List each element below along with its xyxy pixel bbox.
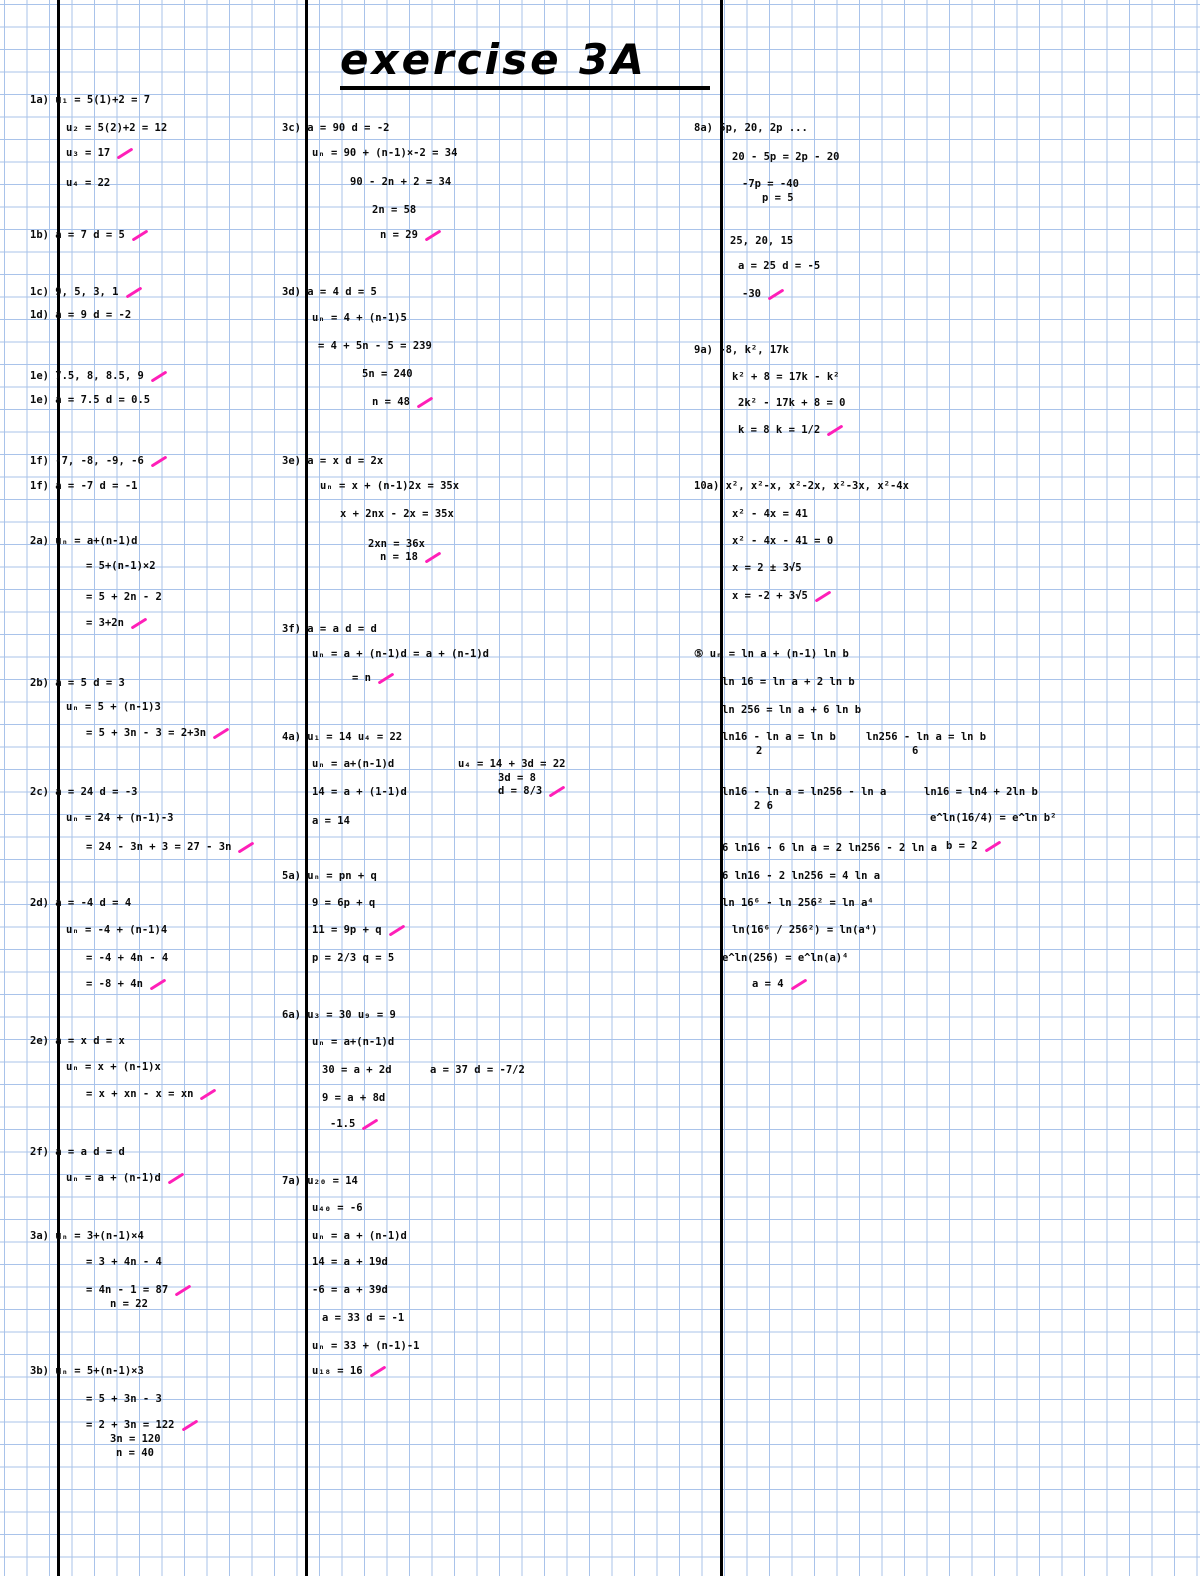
margin-line-middle — [305, 0, 308, 1576]
working-line — [866, 730, 986, 744]
working-text: ln 256 = ln a + 6 ln b — [722, 704, 862, 716]
working-text: p = 5 — [762, 192, 794, 204]
working-line — [930, 811, 1056, 825]
working-text: uₙ = 24 + (n-1)-3 — [66, 812, 174, 824]
working-line — [66, 146, 134, 160]
check-mark-icon — [768, 288, 785, 300]
check-mark-icon — [181, 1419, 198, 1431]
working-line — [86, 1087, 217, 1101]
working-text: x² - 4x - 41 = 0 — [732, 535, 834, 547]
working-line — [946, 839, 1002, 853]
working-line — [322, 1311, 404, 1325]
working-line — [694, 479, 909, 493]
check-mark-icon — [425, 551, 442, 563]
working-line — [732, 507, 808, 521]
working-text: 6 ln16 - 6 ln a = 2 ln256 - 2 ln a — [722, 842, 937, 854]
working-line — [372, 395, 434, 409]
working-text: n = 48 — [372, 396, 410, 408]
working-text: = 3+2n — [86, 617, 124, 629]
working-line — [30, 676, 125, 690]
working-text: ln16 = ln4 + 2ln b — [924, 786, 1038, 798]
working-text: -1.5 — [330, 1118, 356, 1130]
working-text: 10a) x², x²-x, x²-2x, x²-3x, x²-4x — [694, 480, 909, 492]
check-mark-icon — [149, 978, 166, 990]
working-line — [498, 771, 536, 785]
check-mark-icon — [167, 1172, 184, 1184]
working-text: = 5 + 3n - 3 = 2+3n — [86, 727, 207, 739]
working-text: 5a) uₙ = pn + q — [282, 870, 377, 882]
working-text: 1e) a = 7.5 d = 0.5 — [30, 394, 151, 406]
working-text: n = 29 — [380, 229, 418, 241]
working-line — [312, 647, 489, 661]
working-line — [694, 343, 789, 357]
working-line — [282, 285, 377, 299]
working-text: 9 = a + 8d — [322, 1092, 386, 1104]
working-text: 1f) -7, -8, -9, -6 — [30, 455, 144, 467]
working-line — [312, 146, 457, 160]
working-line — [312, 814, 350, 828]
check-mark-icon — [388, 924, 405, 936]
working-line — [282, 121, 389, 135]
working-text: uₙ = 4 + (n-1)5 — [312, 312, 407, 324]
working-text: = -4 + 4n - 4 — [86, 952, 169, 964]
working-line — [312, 923, 406, 937]
check-mark-icon — [984, 840, 1001, 852]
working-text: ln 16⁶ - ln 256² = ln a⁴ — [722, 897, 874, 909]
working-line — [30, 1034, 125, 1048]
working-text: 2e) a = x d = x — [30, 1035, 125, 1047]
working-text: n = 18 — [380, 551, 418, 563]
working-line — [282, 730, 402, 744]
check-mark-icon — [200, 1088, 217, 1100]
working-line — [322, 1063, 392, 1077]
check-mark-icon — [125, 286, 142, 298]
working-text: 2k² - 17k + 8 = 0 — [738, 397, 846, 409]
check-mark-icon — [117, 147, 134, 159]
check-mark-icon — [827, 424, 844, 436]
working-line — [312, 1035, 394, 1049]
working-text: 2f) a = a d = d — [30, 1146, 125, 1158]
working-line — [738, 259, 820, 273]
working-text: u₁₈ = 16 — [312, 1365, 363, 1377]
working-line — [722, 841, 937, 855]
working-text: d = 8/3 — [498, 785, 543, 797]
working-text: 25, 20, 15 — [730, 235, 794, 247]
working-line — [66, 1060, 161, 1074]
check-mark-icon — [814, 590, 831, 602]
working-line — [694, 647, 849, 661]
working-line — [732, 923, 877, 937]
working-line — [756, 744, 762, 758]
working-line — [30, 896, 131, 910]
working-text: 11 = 9p + q — [312, 924, 382, 936]
working-text: u₃ = 17 — [66, 147, 111, 159]
working-text: 6 ln16 - 2 ln256 = 4 ln a — [722, 870, 881, 882]
working-line — [312, 1283, 388, 1297]
page-title: exercise 3A — [340, 36, 710, 90]
working-line — [30, 369, 168, 383]
working-line — [282, 1174, 358, 1188]
working-line — [86, 977, 167, 991]
check-mark-icon — [238, 841, 255, 853]
working-line — [762, 191, 794, 205]
check-mark-icon — [362, 1118, 379, 1130]
working-text: = 4n - 1 = 87 — [86, 1284, 169, 1296]
working-line — [722, 675, 855, 689]
check-mark-icon — [417, 396, 434, 408]
working-line — [30, 393, 150, 407]
working-line — [722, 703, 861, 717]
working-text: ln16 - ln a = ln256 - ln a — [722, 786, 887, 798]
working-line — [312, 1255, 388, 1269]
working-line — [730, 234, 793, 248]
working-line — [312, 1229, 407, 1243]
working-line — [30, 1145, 125, 1159]
working-line — [312, 896, 375, 910]
working-text: x² - 4x = 41 — [732, 508, 808, 520]
working-text: 1a) u₁ = 5(1)+2 = 7 — [30, 94, 151, 106]
working-text: 9a) -8, k², 17k — [694, 344, 789, 356]
working-line — [738, 423, 844, 437]
working-line — [30, 93, 150, 107]
working-text: 2 6 — [754, 800, 773, 812]
working-text: = 3 + 4n - 4 — [86, 1256, 162, 1268]
working-text: 2c) a = 24 d = -3 — [30, 786, 138, 798]
working-text: 14 = a + (1-1)d — [312, 786, 407, 798]
working-line — [722, 896, 874, 910]
working-line — [372, 203, 416, 217]
working-line — [458, 757, 565, 771]
working-line — [86, 1392, 162, 1406]
working-line — [742, 287, 785, 301]
working-text: 7a) u₂₀ = 14 — [282, 1175, 358, 1187]
check-mark-icon — [549, 785, 566, 797]
working-text: k = 8 k = 1/2 — [738, 424, 821, 436]
working-line — [694, 121, 808, 135]
working-line — [86, 590, 162, 604]
working-line — [86, 1283, 192, 1297]
working-line — [318, 339, 432, 353]
working-text: a = 37 d = -7/2 — [430, 1064, 525, 1076]
working-text: 3d = 8 — [498, 772, 536, 784]
working-text: = -8 + 4n — [86, 978, 143, 990]
working-text: x + 2nx - 2x = 35x — [340, 508, 454, 520]
working-text: e^ln(256) = e^ln(a)⁴ — [722, 952, 849, 964]
working-text: 1c) 9, 5, 3, 1 — [30, 286, 119, 298]
working-text: x = 2 ± 3√5 — [732, 562, 802, 574]
working-text: ln256 - ln a = ln b — [866, 731, 987, 743]
working-line — [282, 454, 383, 468]
working-line — [312, 785, 407, 799]
working-line — [312, 951, 394, 965]
check-mark-icon — [150, 455, 167, 467]
working-text: uₙ = a + (n-1)d — [312, 1230, 407, 1242]
working-text: = 24 - 3n + 3 = 27 - 3n — [86, 841, 232, 853]
working-text: uₙ = 90 + (n-1)×-2 = 34 — [312, 147, 458, 159]
working-line — [738, 396, 845, 410]
working-text: -6 = a + 39d — [312, 1284, 388, 1296]
working-text: k² + 8 = 17k - k² — [732, 371, 840, 383]
working-line — [30, 479, 137, 493]
working-text: uₙ = a+(n-1)d — [312, 1036, 395, 1048]
working-text: = x + xn - x = xn — [86, 1088, 194, 1100]
working-line — [924, 785, 1038, 799]
working-line — [66, 1171, 185, 1185]
working-line — [732, 150, 839, 164]
working-text: uₙ = a + (n-1)d — [66, 1172, 161, 1184]
check-mark-icon — [213, 727, 230, 739]
working-text: = 5 + 2n - 2 — [86, 591, 162, 603]
working-line — [30, 1229, 144, 1243]
working-line — [66, 923, 167, 937]
check-mark-icon — [790, 978, 807, 990]
working-line — [86, 1418, 199, 1432]
working-line — [312, 1339, 419, 1353]
working-line — [732, 589, 832, 603]
working-text: b = 2 — [946, 840, 978, 852]
working-text: uₙ = 33 + (n-1)-1 — [312, 1340, 420, 1352]
working-text: 3d) a = 4 d = 5 — [282, 286, 377, 298]
working-text: u₄ = 22 — [66, 177, 111, 189]
working-line — [722, 869, 880, 883]
check-mark-icon — [378, 672, 395, 684]
working-line — [722, 785, 886, 799]
working-text: ln 16 = ln a + 2 ln b — [722, 676, 855, 688]
working-text: a = 25 d = -5 — [738, 260, 821, 272]
working-line — [66, 176, 110, 190]
working-line — [752, 977, 808, 991]
working-text: 6a) u₃ = 30 u₉ = 9 — [282, 1009, 396, 1021]
working-text: 3c) a = 90 d = -2 — [282, 122, 390, 134]
working-text: = 5+(n-1)×2 — [86, 560, 156, 572]
working-line — [86, 726, 230, 740]
working-line — [86, 840, 255, 854]
check-mark-icon — [425, 229, 442, 241]
check-mark-icon — [131, 617, 148, 629]
working-line — [352, 671, 395, 685]
working-text: = 2 + 3n = 122 — [86, 1419, 175, 1431]
working-text: -30 — [742, 288, 761, 300]
working-line — [312, 1364, 387, 1378]
working-line — [368, 537, 425, 551]
working-line — [320, 479, 459, 493]
working-text: x = -2 + 3√5 — [732, 590, 808, 602]
working-line — [30, 285, 143, 299]
working-text: 3f) a = a d = d — [282, 623, 377, 635]
working-line — [30, 454, 168, 468]
working-line — [732, 370, 839, 384]
working-text: 90 - 2n + 2 = 34 — [350, 176, 452, 188]
working-text: 1f) a = -7 d = -1 — [30, 480, 138, 492]
working-line — [282, 1008, 396, 1022]
working-text: ln(16⁶ / 256²) = ln(a⁴) — [732, 924, 878, 936]
working-text: e^ln(16/4) = e^ln b² — [930, 812, 1057, 824]
working-line — [340, 507, 454, 521]
working-text: a = 33 d = -1 — [322, 1312, 405, 1324]
working-line — [66, 121, 167, 135]
working-text: ⑤ uₙ = ln a + (n-1) ln b — [694, 648, 849, 660]
working-text: 2b) a = 5 d = 3 — [30, 677, 125, 689]
working-text: a = 14 — [312, 815, 350, 827]
working-text: 3e) a = x d = 2x — [282, 455, 384, 467]
working-text: uₙ = 5 + (n-1)3 — [66, 701, 161, 713]
working-line — [380, 550, 442, 564]
working-text: uₙ = a + (n-1)d = a + (n-1)d — [312, 648, 490, 660]
check-mark-icon — [175, 1284, 192, 1296]
working-text: uₙ = x + (n-1)x — [66, 1061, 161, 1073]
working-text: 1e) 7.5, 8, 8.5, 9 — [30, 370, 144, 382]
working-text: 2 — [756, 745, 763, 757]
working-text: n = 40 — [116, 1447, 154, 1459]
working-text: 2n = 58 — [372, 204, 417, 216]
working-line — [498, 784, 566, 798]
working-line — [116, 1446, 154, 1460]
working-line — [86, 1255, 162, 1269]
working-line — [732, 534, 833, 548]
working-line — [312, 311, 407, 325]
working-line — [86, 951, 168, 965]
working-text: 4a) u₁ = 14 u₄ = 22 — [282, 731, 403, 743]
working-text: 6 — [912, 745, 919, 757]
working-text: 2a) uₙ = a+(n-1)d — [30, 535, 138, 547]
working-line — [282, 622, 377, 636]
working-line — [66, 700, 161, 714]
working-line — [312, 757, 394, 771]
working-text: = 4 + 5n - 5 = 239 — [318, 340, 432, 352]
working-text: u₄₀ = -6 — [312, 1202, 363, 1214]
working-line — [30, 534, 137, 548]
working-line — [30, 1364, 144, 1378]
working-text: 1b) a = 7 d = 5 — [30, 229, 125, 241]
working-text: 9 = 6p + q — [312, 897, 376, 909]
working-line — [110, 1432, 161, 1446]
working-line — [732, 561, 802, 575]
working-text: 14 = a + 19d — [312, 1256, 388, 1268]
working-line — [86, 616, 148, 630]
working-text: 30 = a + 2d — [322, 1064, 392, 1076]
working-line — [742, 177, 799, 191]
working-text: a = 4 — [752, 978, 784, 990]
working-line — [30, 785, 137, 799]
working-text: ln16 - ln a = ln b — [722, 731, 836, 743]
working-line — [430, 1063, 525, 1077]
check-mark-icon — [369, 1365, 386, 1377]
working-line — [110, 1297, 148, 1311]
working-text: 3n = 120 — [110, 1433, 161, 1445]
check-mark-icon — [150, 370, 167, 382]
working-line — [322, 1091, 385, 1105]
check-mark-icon — [131, 229, 148, 241]
working-text: uₙ = x + (n-1)2x = 35x — [320, 480, 460, 492]
working-line — [330, 1117, 379, 1131]
working-text: 5n = 240 — [362, 368, 413, 380]
working-text: uₙ = -4 + (n-1)4 — [66, 924, 168, 936]
working-line — [754, 799, 773, 813]
working-text: 1d) a = 9 d = -2 — [30, 309, 132, 321]
working-text: u₂ = 5(2)+2 = 12 — [66, 122, 168, 134]
working-line — [30, 228, 149, 242]
working-text: = n — [352, 672, 371, 684]
working-text: 2xn = 36x — [368, 538, 425, 550]
working-line — [30, 308, 131, 322]
working-line — [350, 175, 451, 189]
working-line — [722, 730, 836, 744]
working-text: n = 22 — [110, 1298, 148, 1310]
working-line — [722, 951, 848, 965]
working-text: 3a) uₙ = 3+(n-1)×4 — [30, 1230, 144, 1242]
working-line — [312, 1201, 363, 1215]
working-text: 8a) 5p, 20, 2p ... — [694, 122, 808, 134]
working-text: 20 - 5p = 2p - 20 — [732, 151, 840, 163]
working-line — [86, 559, 156, 573]
working-text: -7p = -40 — [742, 178, 799, 190]
working-line — [362, 367, 413, 381]
working-text: u₄ = 14 + 3d = 22 — [458, 758, 566, 770]
working-line — [912, 744, 918, 758]
working-line — [66, 811, 173, 825]
working-text: p = 2/3 q = 5 — [312, 952, 395, 964]
working-line — [282, 869, 377, 883]
working-text: 3b) uₙ = 5+(n-1)×3 — [30, 1365, 144, 1377]
working-line — [380, 228, 442, 242]
working-text: 2d) a = -4 d = 4 — [30, 897, 132, 909]
working-text: uₙ = a+(n-1)d — [312, 758, 395, 770]
working-text: = 5 + 3n - 3 — [86, 1393, 162, 1405]
